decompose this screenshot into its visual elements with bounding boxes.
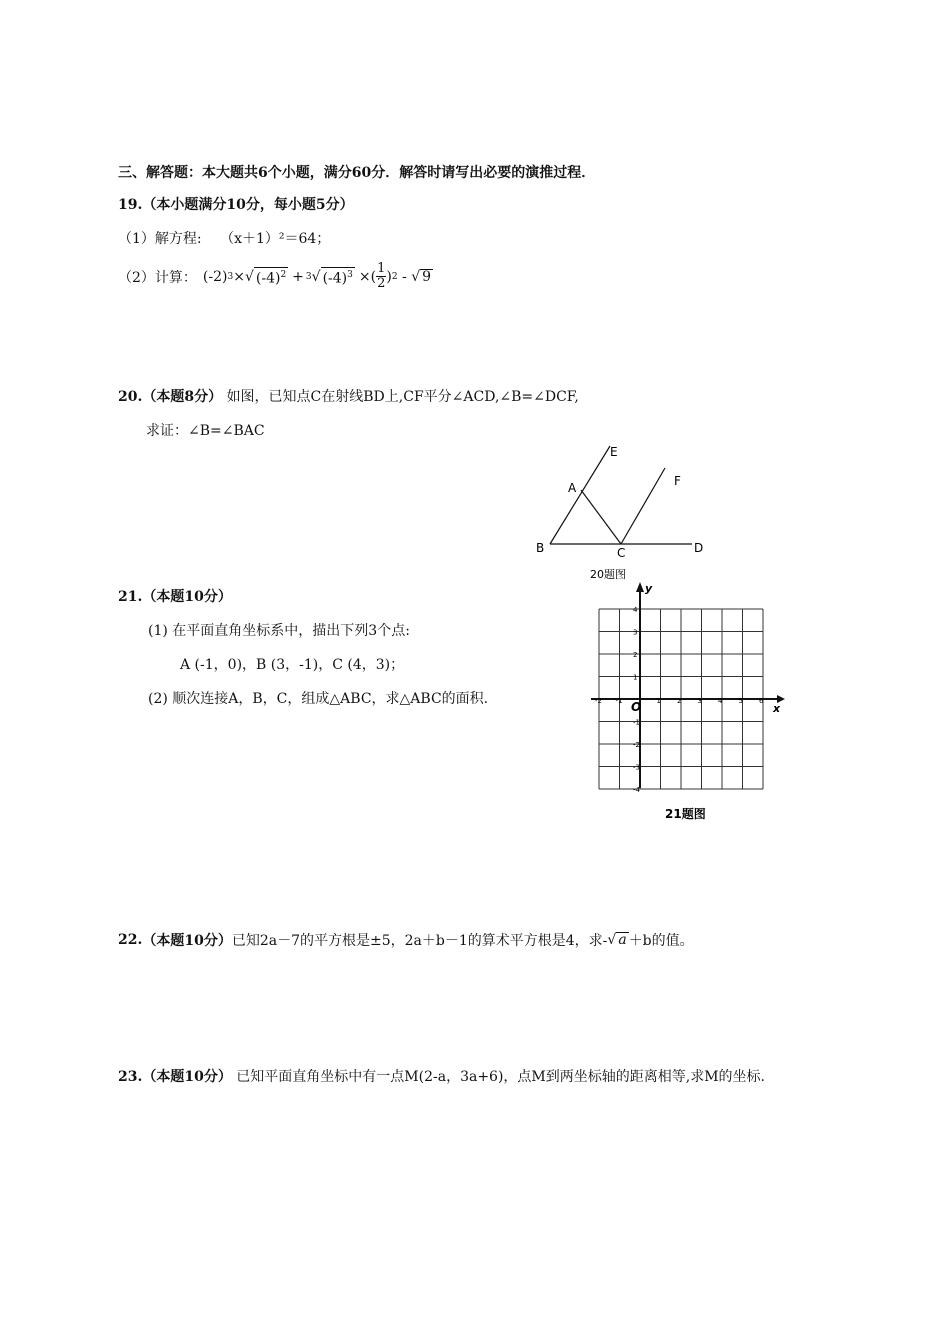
radicand-9: 9 [422,268,432,285]
q23-line [118,1066,765,1086]
y-tick-label: -2 [633,741,640,749]
denominator: 2 [377,276,386,291]
q20-prove: 求证：∠B=∠BAC [146,423,265,439]
q21-part2: (2) 顺次连接A，B，C，组成△ABC，求△ABC的面积. [148,691,489,707]
label-D: D [694,541,704,555]
q19-part1 [118,228,330,248]
radicand-text: (-4) [322,270,348,287]
q22-score: （本题10分） [142,933,232,949]
x-tick-label: 3 [697,697,702,705]
sqrt-sign: √ [411,268,421,285]
q20-text: 如图，已知点C在射线BD上,CF平分∠ACD,∠B=∠DCF, [226,389,579,405]
q19-part2-expression [203,262,433,291]
cube-root-index: 3 [305,271,312,282]
x-tick-label: 6 [759,697,764,705]
x-tick-label: -1 [615,697,623,705]
radicand-neg4-sq [254,267,288,287]
x-tick-labels [595,697,764,705]
y-tick-label: -1 [633,718,640,727]
q22-text-a: 已知2a－7的平方根是±5，2a＋b－1的算术平方根是4，求- [231,933,608,949]
y-axis-label: y [645,582,653,595]
q20-figure [530,440,720,586]
q22-number: 22. [118,932,143,948]
q23-text: 已知平面直角坐标中有一点M(2-a，3a+6)，点M到两坐标轴的距离相等,求M的坐标. [236,1069,766,1085]
times-paren: ×( [358,268,377,285]
plus-sign: + [292,268,304,285]
x-tick-label: 4 [718,697,723,705]
q19-heading: 19.（本小题满分10分，每小题5分） [118,197,354,213]
section-title: 三、解答题：本大题共6个小题，满分60分．解答时请写出必要的演推过程． [118,165,596,181]
y-tick-label: 1 [633,673,638,682]
figure-caption: 21题图 [665,807,706,821]
x-tick-label: -2 [595,697,602,705]
y-axis-arrow [636,582,644,592]
q21-points: A (-1，0)，B (3，-1)，C (4，3)； [180,657,405,673]
q21-score: （本题10分） [142,589,232,605]
ray-cf [621,468,665,544]
close-paren: ) [386,268,392,285]
exp-3: 3 [347,269,353,280]
y-tick-label: 3 [633,628,638,637]
y-tick-label: -4 [633,786,640,794]
q19-part2-label: （2）计算： [118,269,197,286]
radicand-text: (-4) [255,270,281,287]
figure-caption: 20题图 [590,568,626,581]
exp-2: 2 [391,271,398,282]
label-E: E [610,445,618,459]
x-tick-label: 5 [738,697,743,705]
exp-3: 3 [227,271,234,282]
minus-sign: - [397,268,412,285]
cube-root-sign: √ [311,268,321,285]
q19-part2 [118,262,433,291]
q22-radicand: a [618,932,627,948]
origin-label: O [631,700,642,714]
term-neg2: (-2) [202,268,228,285]
q22-text-b: ＋b的值。 [628,933,694,949]
x-tick-label: 1 [656,697,661,705]
y-tick-label: 2 [633,651,638,659]
q21-coordinate-grid [585,578,795,826]
segment-ac [581,490,621,544]
x-tick-label: 2 [677,697,682,705]
q23-score: （本题10分） [142,1069,232,1085]
sqrt-sign: √ [244,268,254,285]
q19-part1-label: （1）解方程: [118,231,202,247]
q21-heading [118,586,232,606]
label-C: C [617,546,626,560]
x-axis-label: x [773,702,781,715]
radicand-neg4-cube [321,267,355,287]
times-sign: × [233,268,245,285]
exp-2: 2 [280,269,287,280]
q21-part1: (1) 在平面直角坐标系中，描出下列3个点: [148,623,410,639]
y-tick-label: -3 [633,763,640,772]
label-B: B [536,541,545,555]
numerator: 1 [377,261,386,276]
q19-part1-expr: （x＋1）²＝64； [220,231,331,247]
ray-be [550,446,610,544]
sqrt-sign: √ [607,932,617,948]
label-F: F [674,474,681,488]
y-tick-label: 4 [633,606,638,614]
q20-line1 [118,386,579,406]
q22-line [118,930,694,950]
q20-score: （本题8分） [142,389,223,405]
q23-number: 23. [118,1069,143,1085]
q21-number: 21. [118,589,143,605]
label-A: A [568,481,577,495]
fraction-one-half [376,262,386,291]
q20-number: 20. [118,389,143,405]
